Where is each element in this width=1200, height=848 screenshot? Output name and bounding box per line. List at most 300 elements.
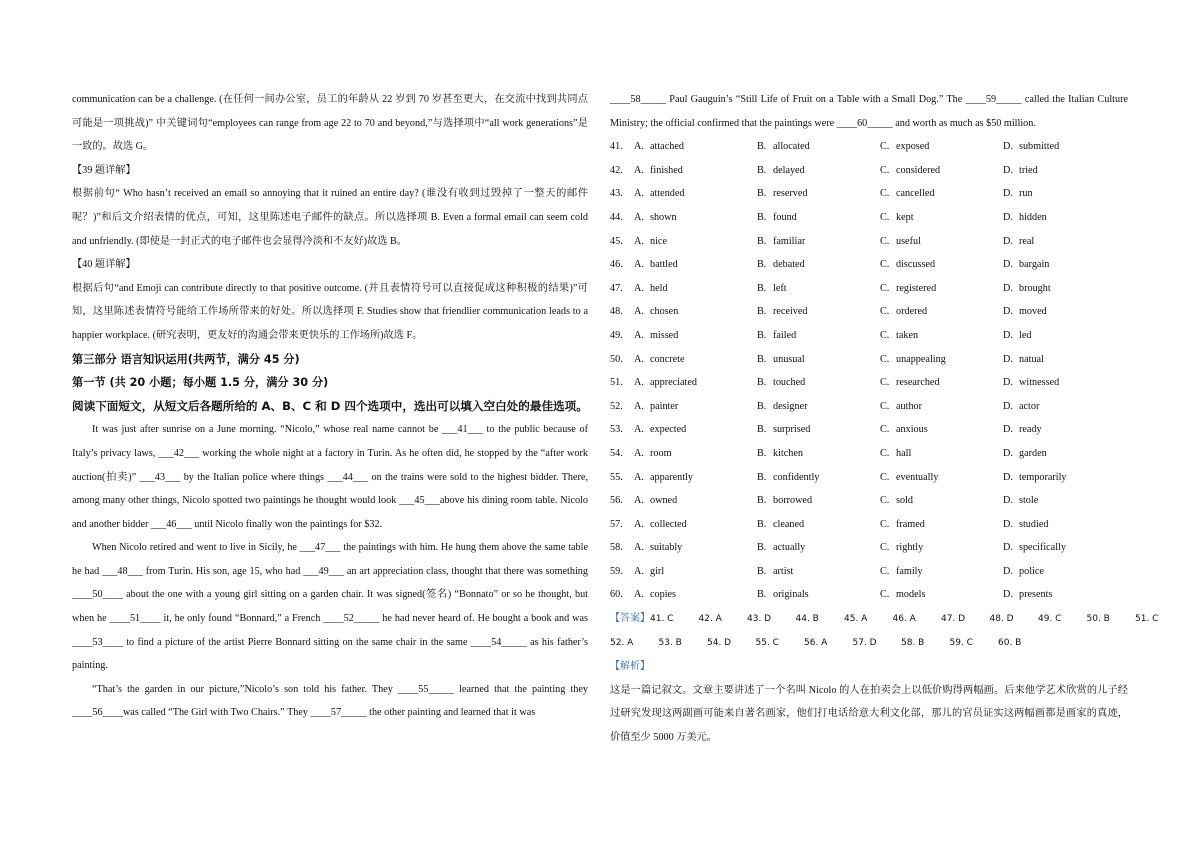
option-letter: C.: [880, 518, 890, 530]
option-row: [610, 466, 1128, 490]
option-text: appreciated: [650, 377, 697, 389]
option-letter: D.: [1003, 211, 1013, 223]
option-text: natual: [1019, 353, 1044, 365]
option-row: [610, 324, 1128, 348]
option-c: [880, 583, 1003, 607]
option-a: [634, 182, 757, 206]
option-text: framed: [896, 518, 925, 530]
option-a: [634, 418, 757, 442]
option-text: sold: [896, 495, 913, 507]
option-d: [1003, 466, 1126, 490]
option-letter: C.: [880, 141, 890, 153]
option-text: actor: [1019, 400, 1040, 412]
option-a: [634, 489, 757, 513]
option-letter: D.: [1003, 235, 1013, 247]
passage-paragraph-3: “That’s the garden in our picture,”Nicolo’s son told his father. They ____55_____ learned that the painting they ____56____was called “The Girl with Two Chairs.” They ____57_____ the other painting and learned that it was: [72, 683, 588, 719]
option-letter: A.: [634, 164, 644, 176]
option-c: [880, 253, 1003, 277]
option-b: [757, 135, 880, 159]
option-row: [610, 159, 1128, 183]
option-letter: A.: [634, 495, 644, 507]
option-letter: B.: [757, 447, 767, 459]
option-row: [610, 253, 1128, 277]
option-a: [634, 395, 757, 419]
option-b: [757, 536, 880, 560]
option-a: [634, 230, 757, 254]
question-number: 48.: [610, 306, 623, 318]
option-text: real: [1019, 235, 1035, 247]
option-letter: D.: [1003, 188, 1013, 200]
option-letter: D.: [1003, 495, 1013, 507]
option-a: [634, 135, 757, 159]
option-text: moved: [1019, 306, 1047, 318]
option-row: [610, 182, 1128, 206]
answer-item: 47. D: [941, 614, 966, 625]
option-letter: A.: [634, 471, 644, 483]
option-text: surprised: [773, 424, 811, 436]
option-b: [757, 159, 880, 183]
option-a: [634, 159, 757, 183]
option-letter: D.: [1003, 565, 1013, 577]
question-number: 60.: [610, 589, 623, 601]
option-d: [1003, 583, 1126, 607]
option-c: [880, 418, 1003, 442]
answer-item: 59. C: [949, 637, 973, 648]
option-text: researched: [896, 377, 940, 389]
heading-39: 【39 题详解】: [72, 164, 136, 176]
option-text: room: [650, 447, 672, 459]
answer-item: 56. A: [804, 637, 828, 648]
option-row: [610, 489, 1128, 513]
option-letter: D.: [1003, 589, 1013, 601]
option-letter: A.: [634, 447, 644, 459]
answer-tag: 【答案】: [610, 613, 650, 625]
option-a: [634, 348, 757, 372]
question-number: 47.: [610, 282, 623, 294]
option-text: reserved: [773, 188, 808, 200]
option-text: attached: [650, 141, 684, 153]
option-b: [757, 206, 880, 230]
option-text: exposed: [896, 141, 930, 153]
option-b: [757, 442, 880, 466]
option-row: [610, 135, 1128, 159]
option-b: [757, 513, 880, 537]
option-row: [610, 536, 1128, 560]
option-text: considered: [896, 164, 941, 176]
question-number: 41.: [610, 141, 623, 153]
question-number: 57.: [610, 518, 623, 530]
option-row: [610, 560, 1128, 584]
paragraph-40: 根据后句“and Emoji can contribute directly to that positive outcome. (并且表情符号可以直接促成这种积极的结果)”可知，这里陈述表情符号能给工作场所带来的好处。所以选择项 F. Studies show that friendlier communication leads to a happier workplace. (研究表明，更友好的沟通会带来更快乐的工作场所)故选 F。: [72, 282, 588, 341]
option-c: [880, 135, 1003, 159]
option-letter: D.: [1003, 141, 1013, 153]
option-letter: C.: [880, 589, 890, 601]
option-d: [1003, 182, 1126, 206]
option-text: author: [896, 400, 923, 412]
option-letter: D.: [1003, 424, 1013, 436]
analysis-tag: 【解析】: [610, 661, 650, 673]
option-d: [1003, 536, 1126, 560]
option-text: girl: [650, 565, 665, 577]
option-letter: C.: [880, 329, 890, 341]
option-letter: D.: [1003, 164, 1013, 176]
option-letter: A.: [634, 377, 644, 389]
question-number: 45.: [610, 235, 623, 247]
option-letter: C.: [880, 400, 890, 412]
option-text: missed: [650, 329, 679, 341]
option-text: models: [896, 589, 926, 601]
option-c: [880, 395, 1003, 419]
option-a: [634, 536, 757, 560]
answer-item: 53. B: [658, 637, 682, 648]
option-a: [634, 466, 757, 490]
question-number: 59.: [610, 565, 623, 577]
option-letter: D.: [1003, 518, 1013, 530]
option-text: confidently: [773, 471, 820, 483]
option-letter: B.: [757, 542, 767, 554]
answer-item: 44. B: [795, 614, 819, 625]
option-text: apparently: [650, 471, 693, 483]
question-number: 52.: [610, 400, 623, 412]
option-c: [880, 489, 1003, 513]
option-letter: D.: [1003, 259, 1013, 271]
option-c: [880, 159, 1003, 183]
paragraph-38-end: communication can be a challenge. (在任何一间办公室，员工的年龄从 22 岁到 70 岁甚至更大，在交流中找到共同点可能是一项挑战)” 中关键词句“employees can range from age 22 to 70 and beyond,”与选择项中“all work generations”是一致的。故选 G。: [72, 94, 588, 153]
option-text: left: [773, 282, 787, 294]
answer-item: 48. D: [989, 614, 1014, 625]
answers-row-2: [610, 632, 1128, 656]
option-d: [1003, 206, 1126, 230]
option-letter: B.: [757, 565, 767, 577]
analysis-text: 这是一篇记叙文。文章主要讲述了一个名叫 Nicolo 的人在拍卖会上以低价购得两幅画。后来他学艺术欣赏的儿子经过研究发现这两副画可能来自著名画家，他们打电话给意大利文化部，那儿的官员证实这两幅画都是画家的真迹，价值至少 5000 万美元。: [610, 684, 1128, 744]
option-letter: A.: [634, 235, 644, 247]
option-c: [880, 513, 1003, 537]
option-text: debated: [773, 259, 805, 271]
option-a: [634, 324, 757, 348]
option-letter: B.: [757, 282, 767, 294]
option-text: allocated: [773, 141, 810, 153]
option-row: [610, 513, 1128, 537]
option-c: [880, 371, 1003, 395]
option-row: [610, 395, 1128, 419]
option-text: delayed: [773, 164, 805, 176]
option-text: collected: [650, 518, 687, 530]
option-text: received: [773, 306, 808, 318]
option-letter: B.: [757, 235, 767, 247]
section-one-title: 第一节 (共 20 小题；每小题 1.5 分，满分 30 分): [72, 376, 329, 390]
option-text: cleaned: [773, 518, 805, 530]
option-letter: A.: [634, 589, 644, 601]
answer-item: 41. C: [650, 614, 674, 625]
option-letter: D.: [1003, 542, 1013, 554]
option-text: discussed: [896, 259, 936, 271]
question-number: 55.: [610, 471, 623, 483]
answer-item: 46. A: [892, 614, 916, 625]
option-text: artist: [773, 565, 794, 577]
option-text: tried: [1019, 164, 1038, 176]
option-letter: C.: [880, 565, 890, 577]
option-text: failed: [773, 329, 797, 341]
option-d: [1003, 135, 1126, 159]
question-number: 53.: [610, 424, 623, 436]
option-letter: C.: [880, 306, 890, 318]
option-letter: C.: [880, 164, 890, 176]
answer-item: 45. A: [844, 614, 868, 625]
question-number: 51.: [610, 377, 623, 389]
option-letter: C.: [880, 235, 890, 247]
option-text: family: [896, 565, 923, 577]
option-text: nice: [650, 235, 667, 247]
option-letter: A.: [634, 306, 644, 318]
option-row: [610, 277, 1128, 301]
option-letter: A.: [634, 400, 644, 412]
option-text: submitted: [1019, 141, 1060, 153]
option-a: [634, 206, 757, 230]
option-letter: D.: [1003, 377, 1013, 389]
option-b: [757, 182, 880, 206]
option-letter: C.: [880, 447, 890, 459]
answer-item: 57. D: [852, 637, 877, 648]
answer-item: 42. A: [698, 614, 722, 625]
option-letter: D.: [1003, 353, 1013, 365]
option-letter: A.: [634, 518, 644, 530]
option-row: [610, 418, 1128, 442]
question-number: 50.: [610, 353, 623, 365]
answer-item: 52. A: [610, 637, 634, 648]
option-row: [610, 371, 1128, 395]
option-letter: D.: [1003, 447, 1013, 459]
option-d: [1003, 300, 1126, 324]
option-letter: B.: [757, 424, 767, 436]
option-text: ordered: [896, 306, 928, 318]
option-text: kitchen: [773, 447, 803, 459]
answer-item: 55. C: [755, 637, 779, 648]
answer-item: 50. B: [1086, 614, 1110, 625]
option-text: presents: [1019, 589, 1053, 601]
options-list: [610, 135, 1128, 607]
option-text: anxious: [896, 424, 928, 436]
option-text: led: [1019, 329, 1032, 341]
option-d: [1003, 560, 1126, 584]
answers-row-1: [610, 607, 1159, 632]
option-letter: A.: [634, 353, 644, 365]
heading-40: 【40 题详解】: [72, 259, 136, 271]
option-text: touched: [773, 377, 806, 389]
answer-item: 60. B: [998, 637, 1022, 648]
answer-item: 54. D: [707, 637, 732, 648]
option-letter: A.: [634, 329, 644, 341]
option-b: [757, 560, 880, 584]
option-letter: B.: [757, 377, 767, 389]
option-d: [1003, 442, 1126, 466]
option-text: hidden: [1019, 211, 1047, 223]
option-text: hall: [896, 447, 912, 459]
option-letter: B.: [757, 141, 767, 153]
option-letter: B.: [757, 164, 767, 176]
option-a: [634, 583, 757, 607]
option-letter: A.: [634, 259, 644, 271]
option-d: [1003, 418, 1126, 442]
option-b: [757, 489, 880, 513]
option-c: [880, 466, 1003, 490]
option-text: garden: [1019, 447, 1047, 459]
question-number: 56.: [610, 495, 623, 507]
option-text: kept: [896, 211, 914, 223]
option-a: [634, 513, 757, 537]
option-letter: B.: [757, 353, 767, 365]
option-text: ready: [1019, 424, 1042, 436]
option-d: [1003, 277, 1126, 301]
question-number: 46.: [610, 259, 623, 271]
option-letter: C.: [880, 188, 890, 200]
option-text: witnessed: [1019, 377, 1060, 389]
option-c: [880, 348, 1003, 372]
option-row: [610, 230, 1128, 254]
option-letter: B.: [757, 329, 767, 341]
left-column: [72, 88, 588, 725]
option-letter: C.: [880, 495, 890, 507]
option-d: [1003, 395, 1126, 419]
option-text: run: [1019, 188, 1033, 200]
question-number: 58.: [610, 542, 623, 554]
option-row: [610, 300, 1128, 324]
option-a: [634, 442, 757, 466]
question-number: 43.: [610, 188, 623, 200]
option-c: [880, 230, 1003, 254]
option-row: [610, 348, 1128, 372]
option-text: designer: [773, 400, 808, 412]
option-letter: A.: [634, 424, 644, 436]
option-d: [1003, 159, 1126, 183]
answer-item: 58. B: [901, 637, 925, 648]
answer-item: 49. C: [1038, 614, 1062, 625]
option-text: suitably: [650, 542, 683, 554]
option-letter: D.: [1003, 400, 1013, 412]
option-b: [757, 300, 880, 324]
option-d: [1003, 513, 1126, 537]
passage-continuation: ____58_____ Paul Gauguin’s “Still Life of Fruit on a Table with a Small Dog.” The ____59_____ called the Italian Culture Ministry; the official confirmed that the paintings were ____60_____ and worth as much as $50 million.: [610, 94, 1128, 129]
option-text: shown: [650, 211, 677, 223]
option-text: rightly: [896, 542, 924, 554]
option-text: temporarily: [1019, 471, 1067, 483]
answer-item: 51. C: [1135, 614, 1159, 625]
option-text: familiar: [773, 235, 806, 247]
option-letter: B.: [757, 471, 767, 483]
option-text: unusual: [773, 353, 805, 365]
option-d: [1003, 348, 1126, 372]
part-three-title: 第三部分 语言知识运用(共两节，满分 45 分): [72, 352, 300, 366]
option-a: [634, 277, 757, 301]
option-text: expected: [650, 424, 687, 436]
option-text: owned: [650, 495, 678, 507]
option-text: taken: [896, 329, 919, 341]
option-row: [610, 442, 1128, 466]
option-b: [757, 253, 880, 277]
option-letter: C.: [880, 282, 890, 294]
option-text: copies: [650, 589, 677, 601]
option-row: [610, 206, 1128, 230]
option-letter: B.: [757, 188, 767, 200]
answer-item: 43. D: [747, 614, 772, 625]
option-c: [880, 324, 1003, 348]
option-letter: D.: [1003, 306, 1013, 318]
option-letter: A.: [634, 282, 644, 294]
option-row: [610, 583, 1128, 607]
option-d: [1003, 230, 1126, 254]
option-text: attended: [650, 188, 685, 200]
option-d: [1003, 253, 1126, 277]
option-letter: C.: [880, 377, 890, 389]
passage-paragraph-1: It was just after sunrise on a June morning. “Nicolo,” whose real name cannot be ___41___ to the public because of Italy’s privacy laws, ___42___ working the whole night at a factory in Turin. As he often did, he stopped by the “after work auction(拍卖)” ___43___ by the Italian police where things ___44___ on the trains were sold to the highest bidder. There, among many other things, Nicolo spotted two paintings he thought would look ___45___above his dining room table. Nicolo and another bidder ___46___ until Nicolo finally won the paintings for $32.: [72, 424, 588, 530]
option-letter: D.: [1003, 471, 1013, 483]
option-letter: C.: [880, 424, 890, 436]
option-d: [1003, 489, 1126, 513]
option-b: [757, 348, 880, 372]
option-letter: B.: [757, 400, 767, 412]
option-text: originals: [773, 589, 809, 601]
option-b: [757, 395, 880, 419]
option-letter: C.: [880, 353, 890, 365]
option-b: [757, 371, 880, 395]
option-letter: C.: [880, 471, 890, 483]
question-number: 49.: [610, 329, 623, 341]
option-letter: B.: [757, 495, 767, 507]
option-letter: D.: [1003, 282, 1013, 294]
option-letter: B.: [757, 259, 767, 271]
option-text: found: [773, 211, 797, 223]
question-number: 54.: [610, 447, 623, 459]
option-text: police: [1019, 565, 1044, 577]
option-b: [757, 230, 880, 254]
option-letter: B.: [757, 211, 767, 223]
option-c: [880, 182, 1003, 206]
option-b: [757, 418, 880, 442]
option-d: [1003, 324, 1126, 348]
option-letter: A.: [634, 141, 644, 153]
option-b: [757, 583, 880, 607]
option-text: borrowed: [773, 495, 813, 507]
option-text: useful: [896, 235, 921, 247]
right-column: [610, 88, 1159, 750]
option-c: [880, 277, 1003, 301]
option-text: cancelled: [896, 188, 935, 200]
option-text: held: [650, 282, 668, 294]
option-letter: A.: [634, 188, 644, 200]
option-a: [634, 560, 757, 584]
option-text: brought: [1019, 282, 1051, 294]
option-c: [880, 536, 1003, 560]
option-b: [757, 324, 880, 348]
option-letter: C.: [880, 542, 890, 554]
option-a: [634, 300, 757, 324]
option-text: bargain: [1019, 259, 1050, 271]
option-text: eventually: [896, 471, 939, 483]
option-b: [757, 277, 880, 301]
option-letter: A.: [634, 542, 644, 554]
option-text: concrete: [650, 353, 685, 365]
option-a: [634, 253, 757, 277]
question-number: 44.: [610, 211, 623, 223]
option-text: painter: [650, 400, 679, 412]
option-letter: C.: [880, 211, 890, 223]
option-text: studied: [1019, 518, 1049, 530]
option-d: [1003, 371, 1126, 395]
option-text: chosen: [650, 306, 679, 318]
option-letter: A.: [634, 565, 644, 577]
option-text: finished: [650, 164, 683, 176]
option-text: specifically: [1019, 542, 1066, 554]
option-a: [634, 371, 757, 395]
